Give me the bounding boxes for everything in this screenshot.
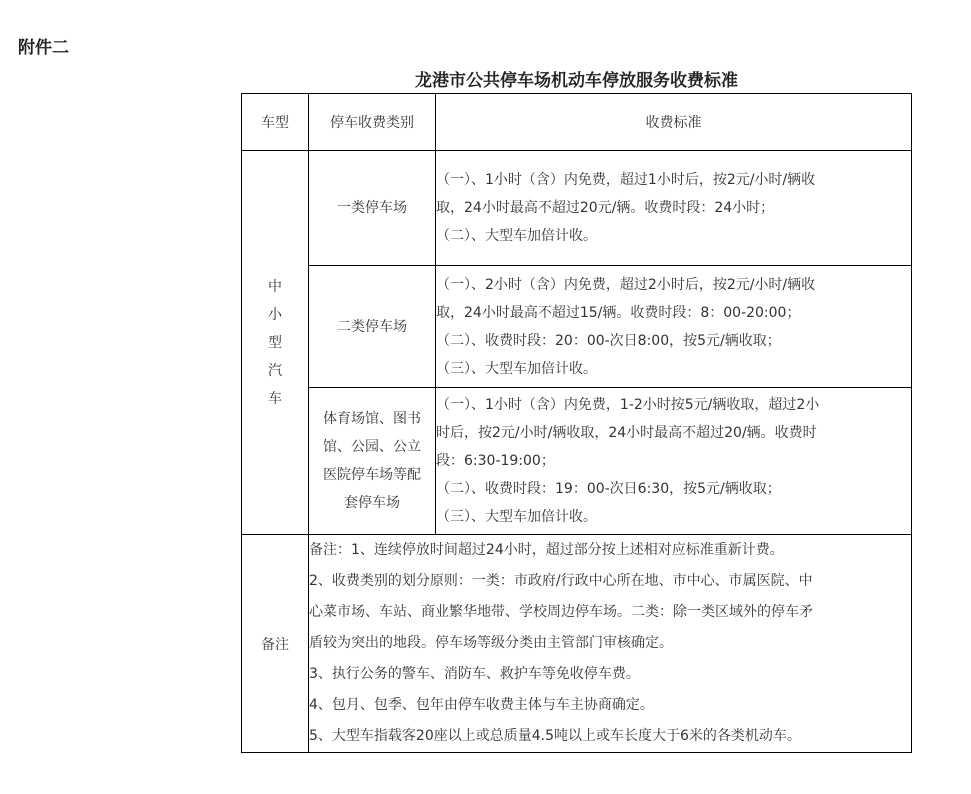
vehicle-type-cell <box>242 151 309 535</box>
standard-line: 时后，按2元/小时/辆收取，24小时最高不超过20/辆。收费时 <box>436 425 817 441</box>
header-category: 停车收费类别 <box>309 94 436 151</box>
note-line: 3、执行公务的警车、消防车、救护车等免收停车费。 <box>309 666 640 682</box>
standard-line: 取，24小时最高不超过15/辆。收费时段：8：00-20:00； <box>436 304 801 321</box>
note-line: 盾较为突出的地段。停车场等级分类由主管部门审核确定。 <box>309 635 673 651</box>
standard-line: 取，24小时最高不超过20元/辆。收费时段：24小时； <box>436 200 775 216</box>
standard-cell <box>436 388 912 535</box>
vehicle-type-char: 小 <box>268 306 282 323</box>
vehicle-type-char: 中 <box>268 278 282 295</box>
standard-line: （二）、收费时段：19：00-次日6:30，按5元/辆收取； <box>436 481 781 497</box>
standard-line: （三）、大型车加倍计收。 <box>436 509 597 525</box>
header-vehicle-type: 车型 <box>242 94 309 151</box>
category-cell <box>309 151 436 266</box>
document-title: 龙港市公共停车场机动车停放服务收费标准 <box>415 71 738 91</box>
standard-line: （二）、收费时段：20：00-次日8:00，按5元/辆收取； <box>436 332 781 349</box>
notes-label: 备注 <box>242 535 309 753</box>
table-row <box>242 266 912 388</box>
vehicle-type-char: 车 <box>268 390 282 407</box>
category-line: 一类停车场 <box>337 200 407 216</box>
notes-cell <box>309 535 912 753</box>
table-row <box>242 151 912 266</box>
category-line: 馆、公园、公立 <box>323 439 421 455</box>
category-line: 二类停车场 <box>337 318 407 335</box>
category-line: 套停车场 <box>344 495 400 511</box>
category-line: 体育场馆、图书 <box>323 411 421 427</box>
category-cell <box>309 266 436 388</box>
vehicle-type-char: 型 <box>268 334 282 351</box>
notes-row <box>242 535 912 753</box>
note-line: 备注：1、连续停放时间超过24小时，超过部分按上述相对应标准重新计费。 <box>309 542 784 558</box>
note-line: 心菜市场、车站、商业繁华地带、学校周边停车场。二类：除一类区域外的停车矛 <box>309 604 813 620</box>
standard-cell <box>436 266 912 388</box>
note-line: 4、包月、包季、包年由停车收费主体与车主协商确定。 <box>309 697 654 713</box>
note-line: 5、大型车指载客20座以上或总质量4.5吨以上或车长度大于6米的各类机动车。 <box>309 728 801 744</box>
standard-cell <box>436 151 912 266</box>
standard-line: （一）、1小时（含）内免费，1-2小时按5元/辆收取，超过2小 <box>436 397 820 413</box>
standard-line: （一）、1小时（含）内免费，超过1小时后，按2元/小时/辆收 <box>436 172 816 188</box>
table-header-row <box>242 94 912 151</box>
category-cell <box>309 388 436 535</box>
header-standard: 收费标准 <box>436 94 912 151</box>
category-line: 医院停车场等配 <box>323 467 421 483</box>
attachment-label: 附件二 <box>18 38 69 58</box>
vehicle-type-char: 汽 <box>268 362 282 379</box>
standard-line: （一）、2小时（含）内免费，超过2小时后，按2元/小时/辆收 <box>436 276 816 293</box>
note-line: 2、收费类别的划分原则：一类：市政府/行政中心所在地、市中心、市属医院、中 <box>309 573 813 589</box>
fee-table <box>241 93 912 753</box>
table-row <box>242 388 912 535</box>
standard-line: （三）、大型车加倍计收。 <box>436 360 597 377</box>
standard-line: 段：6:30-19:00； <box>436 453 555 469</box>
standard-line: （二）、大型车加倍计收。 <box>436 228 597 244</box>
